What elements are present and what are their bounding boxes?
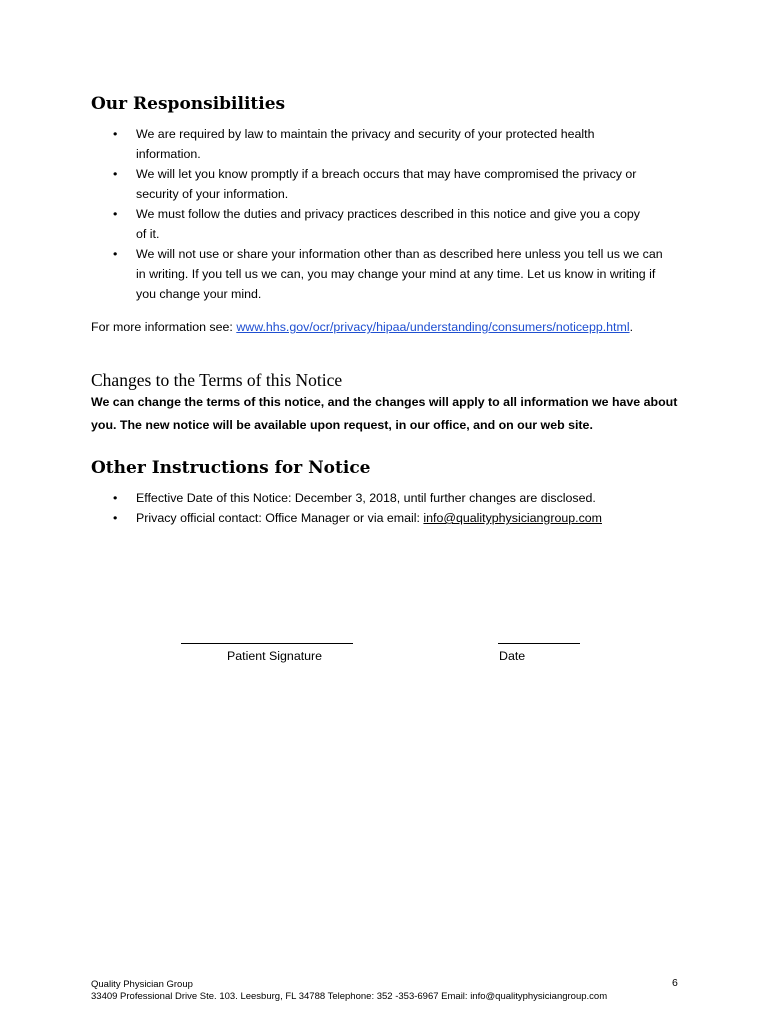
effective-date: Effective Date of this Notice: December 3, 2018, until further changes are disclosed.	[136, 491, 596, 505]
bullet-icon: •	[113, 247, 118, 261]
bullet-icon: •	[113, 207, 118, 221]
changes-body: We can change the terms of this notice, and the changes will apply to all information we have about you. The new notice will be available upon request, in our office, and on our web site.	[91, 395, 678, 432]
patient-signature-line[interactable]	[181, 643, 353, 644]
list-item: • We must follow the duties and privacy practices described in this notice and give you a copy of it.	[91, 204, 691, 244]
footer-address: 33409 Professional Drive Ste. 103. Leesburg, FL 34788 Telephone: 352 -353-6967 Email: info@qualityphysiciangroup.com	[91, 991, 608, 1002]
patient-signature-label: Patient Signature	[227, 649, 323, 663]
bullet-icon: •	[113, 511, 118, 525]
more-info-paragraph: For more information see: www.hhs.gov/ocr/privacy/hipaa/understanding/consumers/noticepp.html.	[91, 320, 634, 334]
list-item	[91, 488, 691, 508]
changes-heading: Changes to the Terms of this Notice	[91, 370, 343, 390]
list-item: • We will let you know promptly if a breach occurs that may have compromised the privacy or security of your information.	[91, 164, 691, 204]
hhs-notice-link[interactable]: www.hhs.gov/ocr/privacy/hipaa/understanding/consumers/noticepp.html	[236, 320, 630, 334]
other-instructions-list	[91, 488, 691, 528]
other-instructions-heading: Other Instructions for Notice	[91, 458, 371, 478]
list-item: • We are required by law to maintain the privacy and security of your protected health information.	[91, 124, 691, 164]
bullet-icon: •	[113, 491, 118, 505]
list-item: • Privacy official contact: Office Manager or via email: info@qualityphysiciangroup.com	[91, 508, 691, 528]
date-label: Date	[499, 649, 526, 663]
bullet-icon: •	[113, 127, 118, 141]
footer-org: Quality Physician Group	[91, 979, 193, 990]
page-number: 6	[672, 977, 678, 989]
date-signature-line[interactable]	[498, 643, 580, 644]
list-item: • We will not use or share your information other than as described here unless you tell us we can in writing. If you tell us we can, you may change your mind at any time. Let us know in writing if you change your mind.	[91, 244, 691, 304]
responsibilities-list	[91, 124, 691, 304]
responsibilities-heading: Our Responsibilities	[91, 94, 286, 114]
privacy-contact-email[interactable]: info@qualityphysiciangroup.com	[423, 511, 602, 525]
bullet-icon: •	[113, 167, 118, 181]
